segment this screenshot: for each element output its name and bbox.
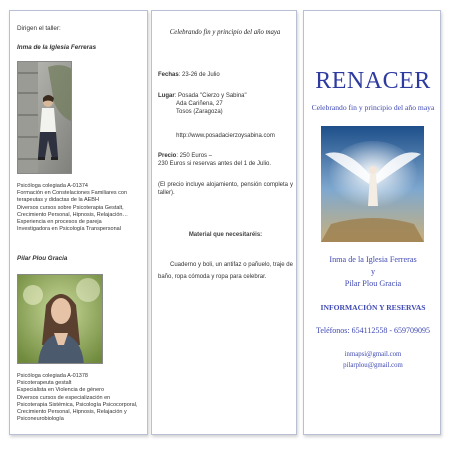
price-discount: 230 Euros si reservas antes del 1 de Julio.	[158, 161, 272, 167]
material-text: Cuaderno y boli, un antifaz o pañuelo, traje de baño, ropa cómoda y ropa para celebrar.	[158, 262, 293, 280]
email-2[interactable]: pilarplou@gmail.com	[343, 362, 403, 369]
person2-photo	[17, 274, 103, 364]
bio-line: Formación en Constelaciones Familiares con	[17, 190, 128, 197]
bio-line: Experiencia en procesos de pareja	[17, 219, 102, 226]
bio-line: terapeutas y didactas de la AEBH	[17, 197, 99, 204]
left-panel	[9, 10, 148, 435]
venue-url[interactable]: http://www.posadacierzoysabina.com	[176, 133, 275, 139]
bio-line: Investigadora en Psicología Transpersonal	[17, 226, 121, 233]
person1-bio	[17, 183, 145, 233]
price-includes: (El precio incluye alojamiento, pensión completa y taller).	[158, 182, 293, 196]
organizer-2: Pilar Plou Gracia	[344, 279, 402, 288]
bio-line: Diversos cursos sobre Psicoterapia Gestalt,	[17, 204, 124, 211]
bio-line: Crecimiento Personal, Hipnosis, Relajación y	[17, 409, 127, 416]
place-label: Lugar	[158, 93, 175, 99]
workshop-leaders-header: Dirigen el taller:	[17, 25, 61, 32]
brochure-title: RENACER	[315, 68, 431, 94]
bio-line: Psicoterapia Sistémica, Psicología Psicocorporal,	[17, 401, 138, 408]
bio-line: Psicóloga colegiada A-01374	[17, 183, 88, 189]
organizer-1: Inma de la Iglesia Ferreras	[329, 255, 417, 264]
middle-panel	[151, 10, 297, 435]
rebirth-illustration	[321, 126, 424, 242]
place-value: : Posada "Cierzo y Sabina"	[174, 93, 247, 99]
phone-numbers: Teléfonos: 654112558 - 659709095	[315, 326, 431, 335]
info-reservations: INFORMACIÓN Y RESERVAS	[320, 303, 426, 312]
bio-line: Psiconeurobiología	[17, 416, 64, 423]
price-label: Precio	[158, 153, 177, 159]
price-value: : 250 Euros –	[176, 153, 213, 159]
organizer-conjunction: y	[370, 267, 376, 276]
bio-line: Psicoterapeuta gestalt	[17, 380, 72, 387]
person1-name: Inma de la Iglesia Ferreras	[17, 44, 97, 51]
person2-bio	[17, 373, 145, 423]
person2-name: Pilar Plou Gracia	[17, 255, 68, 262]
dates-value: : 23-26 de Julio	[178, 72, 220, 78]
event-subtitle: Celebrando fin y principio del año maya	[169, 29, 281, 36]
address-line-2: Tosos (Zaragoza)	[176, 109, 223, 115]
place-block	[158, 92, 293, 116]
bio-line: Crecimiento Personal, Hipnosis, Relajación…	[17, 211, 128, 218]
person1-photo	[17, 61, 72, 174]
dates-label: Fechas	[158, 72, 179, 78]
address-line-1: Ada Cariñena, 27	[176, 101, 223, 107]
material-heading: Material que necesitaréis:	[188, 232, 263, 238]
bio-line: Especialista en Violencia de género	[17, 387, 105, 394]
bio-line: Diversos cursos de especialización en	[17, 394, 111, 401]
right-panel	[303, 10, 441, 435]
email-1[interactable]: inmapsi@gmail.com	[344, 351, 402, 358]
price-block	[158, 152, 293, 168]
dates-line	[158, 71, 293, 79]
brochure-subtitle: Celebrando fin y principio del año maya	[311, 103, 435, 112]
bio-line: Psicóloga colegiada A-01378	[17, 373, 88, 379]
